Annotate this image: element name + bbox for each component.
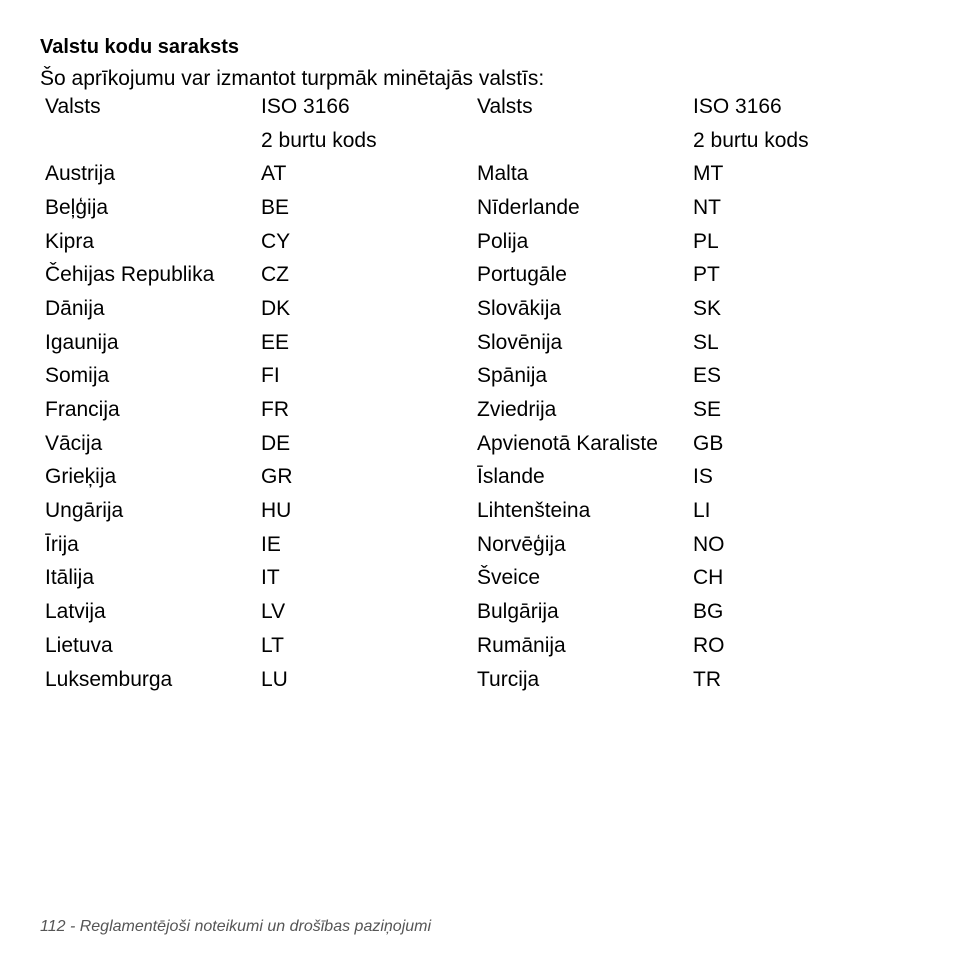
country-code-cell: IT (261, 566, 280, 590)
country-name-cell: Dānija (45, 296, 105, 320)
country-name-cell: Slovākija (477, 296, 562, 320)
country-code-cell: PT (693, 263, 720, 287)
country-code-cell: LV (261, 600, 286, 624)
country-code-cell: SL (693, 330, 719, 354)
country-name-cell: Somija (45, 364, 110, 388)
country-code-cell: MT (693, 162, 724, 186)
country-name-cell: Francija (45, 398, 120, 422)
header-cell: Valsts (45, 94, 101, 118)
table-row (40, 528, 904, 562)
country-code-cell: LT (261, 633, 284, 657)
country-name-cell: Latvija (45, 600, 106, 624)
country-code-cell: NO (693, 532, 725, 556)
table-row (40, 663, 904, 697)
country-code-cell: BG (693, 600, 724, 624)
country-name-cell: Rumānija (477, 633, 566, 657)
country-code-cell: LI (693, 499, 711, 523)
country-code-cell: FI (261, 364, 280, 388)
table-row (40, 595, 904, 629)
header-cell: ISO 3166 (261, 94, 350, 118)
country-name-cell: Grieķija (45, 465, 117, 489)
table-row (40, 360, 904, 394)
country-name-cell: Spānija (477, 364, 548, 388)
country-name-cell: Īslande (477, 465, 545, 489)
country-name-cell: Zviedrija (477, 398, 557, 422)
table-row (40, 562, 904, 596)
header-cell (40, 124, 256, 158)
country-code-cell: SE (693, 398, 722, 422)
table-row (40, 461, 904, 495)
country-code-cell: LU (261, 667, 288, 691)
header-cell: 2 burtu kods (693, 128, 809, 152)
country-code-cell: TR (693, 667, 721, 691)
country-name-cell: Norvēģija (477, 532, 566, 556)
table-row (40, 157, 904, 191)
page-footer: 112 - Reglamentējoši noteikumi un drošības paziņojumi (40, 918, 432, 935)
table-row (40, 258, 904, 292)
country-name-cell: Nīderlande (477, 195, 580, 219)
table-row (40, 393, 904, 427)
table-header-row (40, 124, 904, 158)
table-row (40, 225, 904, 259)
country-name-cell: Kipra (45, 229, 95, 253)
country-code-cell: IE (261, 532, 281, 556)
country-code-cell: DK (261, 296, 291, 320)
country-code-cell: FR (261, 398, 289, 422)
country-code-cell: EE (261, 330, 290, 354)
intro-text: Šo aprīkojumu var izmantot turpmāk minētajās valstīs: (40, 67, 545, 90)
table-header-row (40, 90, 904, 124)
country-code-cell: BE (261, 195, 290, 219)
country-name-cell: Ungārija (45, 499, 124, 523)
header-cell: 2 burtu kods (261, 128, 377, 152)
country-code-cell: NT (693, 195, 721, 219)
country-code-cell: AT (261, 162, 287, 186)
country-name-cell: Polija (477, 229, 529, 253)
country-name-cell: Lietuva (45, 633, 113, 657)
country-name-cell: Malta (477, 162, 529, 186)
country-code-cell: ES (693, 364, 722, 388)
country-name-cell: Igaunija (45, 330, 119, 354)
country-code-cell: PL (693, 229, 719, 253)
country-code-cell: DE (261, 431, 291, 455)
country-name-cell: Vācija (45, 431, 103, 455)
header-cell: Valsts (477, 94, 533, 118)
table-row (40, 326, 904, 360)
country-name-cell: Īrija (45, 532, 79, 556)
header-cell: ISO 3166 (693, 94, 782, 118)
country-name-cell: Šveice (477, 566, 541, 590)
country-codes-table (40, 90, 904, 696)
table-row (40, 191, 904, 225)
country-name-cell: Turcija (477, 667, 540, 691)
country-code-cell: RO (693, 633, 725, 657)
country-name-cell: Čehijas Republika (45, 263, 215, 287)
country-code-cell: CY (261, 229, 291, 253)
table-row (40, 494, 904, 528)
country-code-cell: IS (693, 465, 713, 489)
country-name-cell: Bulgārija (477, 600, 559, 624)
country-name-cell: Portugāle (477, 263, 567, 287)
country-name-cell: Apvienotā Karaliste (477, 431, 658, 455)
country-name-cell: Luksemburga (45, 667, 173, 691)
country-name-cell: Beļģija (45, 195, 109, 219)
country-name-cell: Itālija (45, 566, 95, 590)
country-code-cell: CH (693, 566, 724, 590)
table-row (40, 427, 904, 461)
table-row (40, 292, 904, 326)
country-code-cell: GR (261, 465, 293, 489)
country-code-cell: CZ (261, 263, 289, 287)
country-code-cell: GB (693, 431, 724, 455)
header-cell (472, 124, 688, 158)
country-name-cell: Slovēnija (477, 330, 563, 354)
country-code-cell: HU (261, 499, 292, 523)
country-name-cell: Lihtenšteina (477, 499, 591, 523)
country-name-cell: Austrija (45, 162, 116, 186)
country-code-cell: SK (693, 296, 722, 320)
table-row (40, 629, 904, 663)
section-heading: Valstu kodu saraksts (40, 36, 239, 58)
